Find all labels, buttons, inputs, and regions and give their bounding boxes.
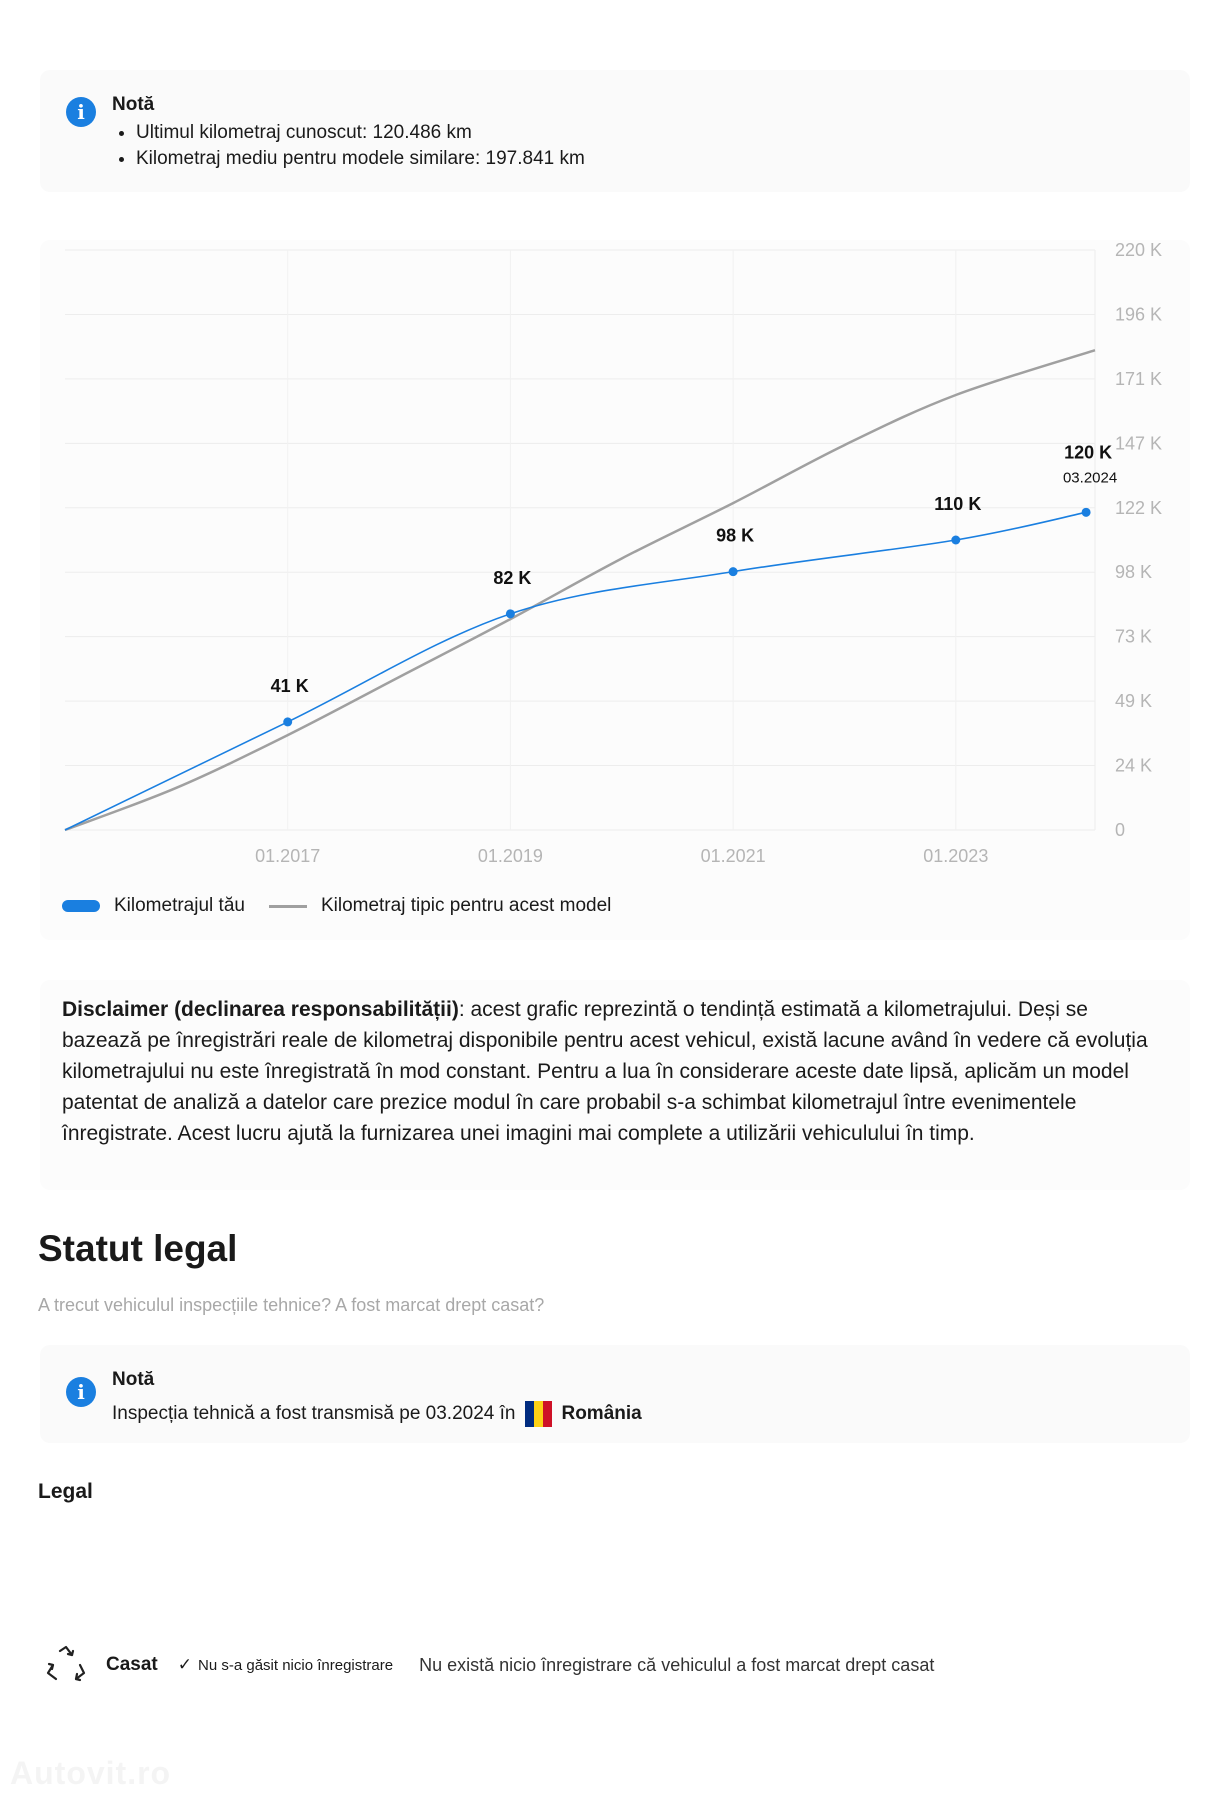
note-item-last-mileage: • Ultimul kilometraj cunoscut: 120.486 km	[136, 120, 585, 146]
casat-label: Casat	[106, 1654, 158, 1675]
casat-description: Nu există nicio înregistrare că vehiculul a fost marcat drept casat	[419, 1654, 935, 1675]
mileage-chart	[40, 240, 1190, 880]
mileage-chart-panel	[40, 240, 1190, 940]
inspection-country: România	[561, 1403, 642, 1424]
check-icon: ✓	[177, 1655, 192, 1674]
series-line-yours	[65, 512, 1086, 830]
info-icon: i	[66, 1377, 96, 1407]
y-tick-label: 98 K	[1115, 562, 1153, 583]
note-title: Notă	[112, 1369, 155, 1390]
legend-swatch-typical	[269, 905, 307, 908]
legal-status-heading: Statut legal	[38, 1228, 238, 1269]
y-tick-label: 73 K	[1115, 626, 1153, 647]
legal-status-subtitle: A trecut vehiculul inspecțiile tehnice? A fost marcat drept casat?	[38, 1295, 545, 1315]
watermark-logo: Autovit.ro	[10, 1755, 172, 1791]
y-tick-label: 24 K	[1115, 755, 1153, 776]
info-icon: i	[66, 97, 96, 127]
y-tick-label: 220 K	[1115, 240, 1163, 260]
data-point	[1082, 508, 1091, 517]
note-title: Notă	[112, 94, 155, 115]
data-point	[951, 536, 960, 545]
x-tick-label: 01.2019	[477, 846, 543, 866]
chart-legend	[62, 895, 611, 917]
inspection-note-text: Inspecția tehnică a fost transmisă pe 03.2024 în	[112, 1403, 516, 1424]
data-sublabel: 03.2024	[1062, 469, 1118, 487]
data-label: 110 K	[934, 494, 982, 514]
casat-status: Nu s-a găsit nicio înregistrare	[198, 1656, 394, 1674]
legend-label-yours: Kilometrajul tău	[114, 895, 245, 916]
y-tick-label: 122 K	[1115, 497, 1163, 518]
y-tick-label: 0	[1115, 820, 1126, 840]
legend-swatch-yours	[62, 900, 100, 912]
mileage-note	[40, 70, 1190, 192]
data-point	[283, 717, 292, 726]
disclaimer-body: : acest grafic reprezintă o tendință estimată a kilometrajului. Deși se bazează pe înregistrări reale de kilometraj disponibile pentru acest vehicul, există lacune având în vedere că evoluția kilometrajului nu este înregistrată în mod constant. Pentru a lua în considerare aceste date lipsă, aplicăm un model patentat de analiză a datelor care prezice modul în care probabil s-a schimbat kilometrajul între evenimentele înregistrate. Acest lucru ajută la furnizarea unei imagini mai complete a utilizării vehiculului în timp.	[62, 998, 1148, 1145]
data-point	[506, 609, 515, 618]
legend-label-typical: Kilometraj tipic pentru acest model	[320, 895, 612, 916]
x-tick-label: 01.2017	[255, 846, 321, 866]
disclaimer-panel	[40, 980, 1190, 1190]
y-tick-label: 171 K	[1115, 368, 1163, 389]
data-point	[729, 567, 738, 576]
inspection-note-line	[112, 1401, 642, 1427]
note-item-average-mileage: • Kilometraj mediu pentru modele similare: 197.841 km	[136, 146, 585, 172]
inspection-note	[40, 1345, 1190, 1443]
casat-row	[40, 1640, 1190, 1690]
legal-section-title: Legal	[38, 1480, 93, 1503]
disclaimer-text	[40, 980, 1190, 1163]
recycle-icon	[44, 1643, 88, 1687]
series-line-typical	[65, 350, 1095, 830]
y-tick-label: 49 K	[1115, 691, 1153, 712]
disclaimer-bold: Disclaimer (declinarea responsabilității)	[62, 998, 459, 1021]
y-tick-label: 196 K	[1115, 304, 1163, 325]
y-tick-label: 147 K	[1115, 433, 1163, 454]
romania-flag-icon	[525, 1401, 551, 1427]
note-list	[112, 120, 585, 172]
data-label: 41 K	[270, 675, 309, 696]
data-label: 120 K	[1064, 442, 1113, 463]
data-label: 82 K	[493, 567, 532, 588]
x-tick-label: 01.2021	[700, 846, 766, 866]
data-label: 98 K	[716, 525, 755, 546]
x-tick-label: 01.2023	[923, 846, 989, 866]
